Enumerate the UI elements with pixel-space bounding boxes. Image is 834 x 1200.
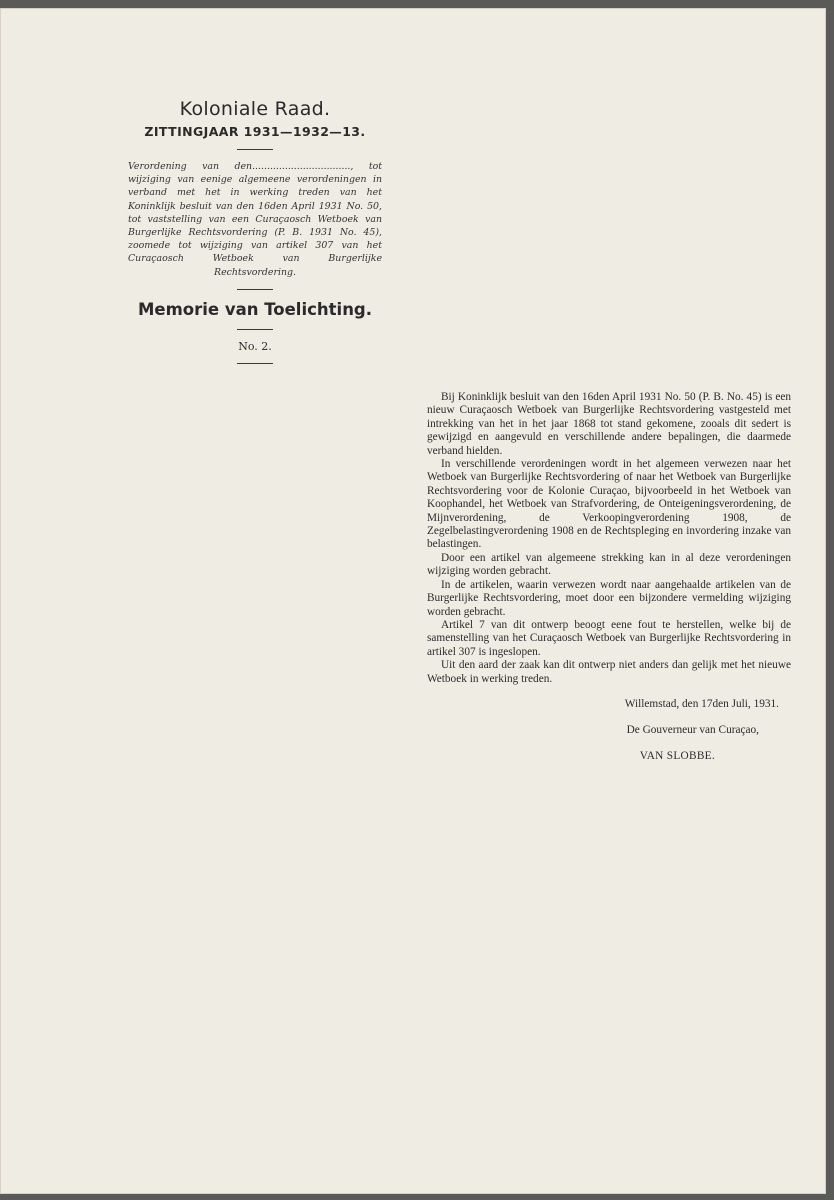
session-year: ZITTINGJAAR 1931—1932—13. bbox=[144, 124, 366, 139]
ordinance-description: Verordening van den................................., tot wijziging van eenige algemeene verordeningen in verband met het in werking treden van het Koninklijk besluit van den 16den April 1931 No. 50, tot vaststelling van een Curaçaosch Wetboek van Burgerlijke Rechtsvordering (P. B. 1931 No. 45), zoomede tot wijziging van artikel 307 van het Curaçaosch Wetboek van Burgerlijke Rechtsvordering. bbox=[128, 161, 382, 278]
document-header bbox=[120, 88, 390, 374]
body-paragraph: In de artikelen, waarin verwezen wordt naar aangehaalde artikelen van de Burgerlijke Rechtsvordering, moet door een bijzondere vermelding wijziging worden gebracht. bbox=[427, 578, 791, 618]
divider bbox=[237, 289, 273, 290]
divider bbox=[237, 149, 273, 150]
body-paragraph: Artikel 7 van dit ontwerp beoogt eene fout te herstellen, welke bij de samenstelling van het Curaçaosch Wetboek van Burgerlijke Rechtsvordering in artikel 307 is ingeslopen. bbox=[427, 618, 791, 658]
divider bbox=[237, 363, 273, 364]
place-date: Willemstad, den 17den Juli, 1931. bbox=[624, 697, 779, 710]
body-paragraph: Door een artikel van algemeene strekking kan in al deze verordeningen wijziging worden gebracht. bbox=[427, 551, 791, 578]
council-title: Koloniale Raad. bbox=[179, 98, 331, 120]
signatory-title: De Gouverneur van Curaçao, bbox=[626, 724, 759, 737]
body-paragraph: In verschillende verordeningen wordt in het algemeen verwezen naar het Wetboek van Burgerlijke Rechtsvordering of naar het Wetboek van Burgerlijke Rechtsvordering voor de Kolonie Curaçao, bijvoorbeeld in het Wetboek van Koophandel, het Wetboek van Strafvordering, de Onteigeningsverordening, de Mijnverordening, de Verkoopingverordening 1908, de Zegelbelastingverordening 1908 en de Rechtspleging en invordering inzake van belastingen. bbox=[427, 458, 791, 551]
signatory-name: VAN SLOBBE. bbox=[639, 749, 715, 762]
document-page bbox=[0, 8, 826, 1194]
document-number: No. 2. bbox=[238, 339, 272, 353]
divider bbox=[237, 329, 273, 330]
body-paragraph: Bij Koninklijk besluit van den 16den April 1931 No. 50 (P. B. No. 45) is een nieuw Curaçaosch Wetboek van Burgerlijke Rechtsvordering vastgesteld met intrekking van het in het jaar 1868 tot stand gekomene, zooals dit sedert is gewijzigd en aangevuld en verschillende andere bepalingen, die daarmede verband hielden. bbox=[427, 391, 791, 457]
body-paragraph: Uit den aard der zaak kan dit ontwerp niet anders dan gelijk met het nieuwe Wetboek in werking treden. bbox=[427, 659, 791, 685]
document-title: Memorie van Toelichting. bbox=[137, 299, 373, 319]
explanatory-memorandum-body bbox=[427, 391, 791, 763]
